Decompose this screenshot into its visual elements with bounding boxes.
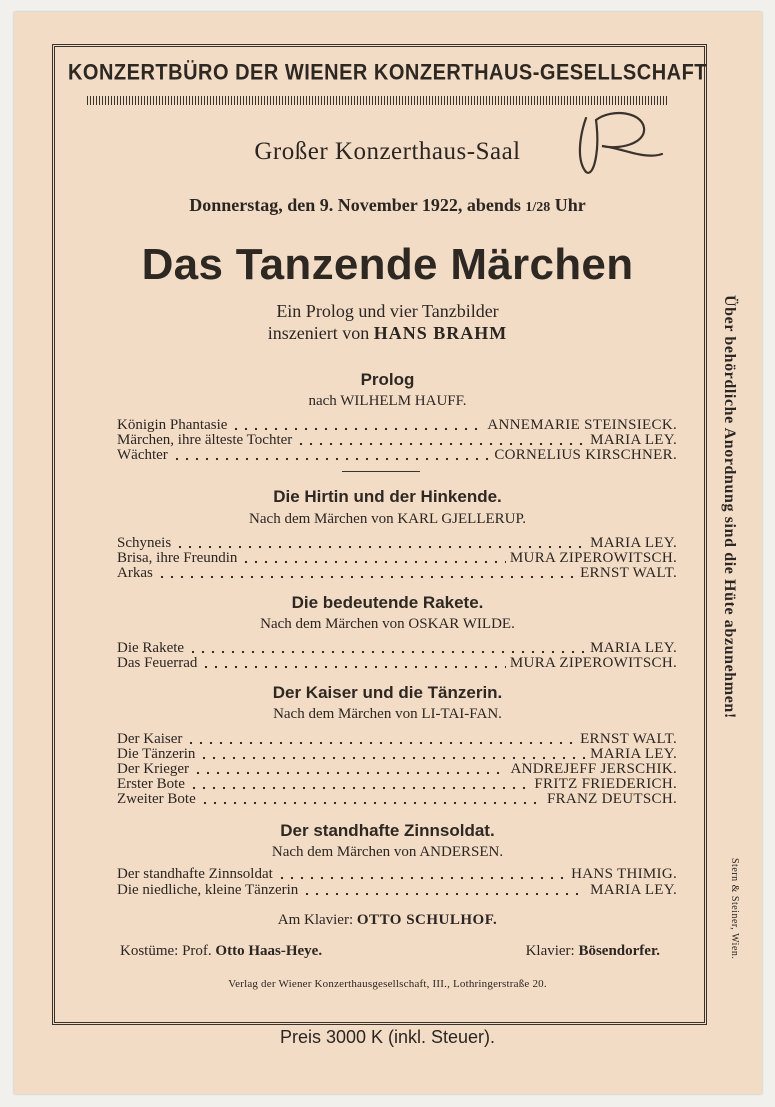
subtitle-line1: Ein Prolog und vier Tanzbilder: [276, 301, 499, 321]
cast-row: [117, 418, 677, 433]
cast-row: [117, 656, 677, 671]
leader-dots: [199, 753, 586, 761]
cast-row: [117, 732, 677, 747]
leader-dots: [201, 662, 506, 670]
leader-dots: [175, 542, 586, 550]
subtitle-line2: [0, 323, 775, 344]
section-title-zinnsoldat: Der standhafte Zinnsoldat.: [280, 821, 495, 840]
date-fraction: 1/28: [525, 200, 551, 215]
cast-role: Der Krieger: [117, 761, 190, 777]
cast-role: Erster Bote: [117, 776, 185, 792]
cast-actor: MARIA LEY.: [590, 535, 677, 551]
leader-dots: [157, 572, 576, 580]
cast-actor: FRANZ DEUTSCH.: [546, 791, 677, 807]
cast-role: Der Kaiser: [117, 731, 183, 747]
cast-actor: MARIA LEY.: [590, 882, 677, 898]
credits-line: [120, 943, 660, 960]
cast-row: [117, 792, 677, 807]
publisher-line: Verlag der Wiener Konzerthausgesellschaft, III., Lothringerstraße 20.: [228, 978, 547, 990]
organizer-header: KONZERTBÜRO DER WIENER KONZERTHAUS-GESELLSCHAFT: [67, 60, 708, 86]
event-date: [0, 195, 775, 216]
director-name: HANS BRAHM: [373, 323, 508, 343]
costumes-prefix: Kostüme: Prof.: [120, 943, 216, 959]
date-suffix: Uhr: [550, 195, 586, 215]
cast-role: Die Rakete: [117, 640, 185, 656]
printer-credit: Stern & Steiner, Wien.: [729, 858, 740, 960]
leader-dots: [200, 798, 543, 806]
leader-dots: [241, 557, 506, 565]
section-title-prolog: Prolog: [360, 370, 415, 389]
side-notice: Über behördliche Anordnung sind die Hüte abzunehmen!: [721, 295, 738, 719]
cast-actor: MARIA LEY.: [590, 746, 677, 762]
leader-dots: [189, 783, 530, 791]
cast-row: [117, 867, 677, 882]
cast-role: Das Feuerrad: [117, 655, 198, 671]
cast-actor: ANDREJEFF JERSCHIK.: [510, 761, 677, 777]
program-title: Das Tanzende Märchen: [141, 240, 634, 289]
cast-role: Arkas: [117, 565, 153, 581]
section-title-kaiser: Der Kaiser und die Tänzerin.: [272, 683, 503, 702]
cast-row: [117, 551, 677, 566]
venue-name: Großer Konzerthaus-Saal: [254, 138, 521, 165]
cast-row: [117, 777, 677, 792]
cast-row: [117, 641, 677, 656]
cast-actor: HANS THIMIG.: [571, 866, 677, 882]
leader-dots: [186, 738, 576, 746]
cast-actor: MURA ZIPEROWITSCH.: [509, 655, 677, 671]
leader-dots: [172, 454, 491, 462]
section-title-rakete: Die bedeutende Rakete.: [291, 593, 484, 612]
leader-dots: [188, 647, 586, 655]
cast-row: [117, 536, 677, 551]
leader-dots: [277, 873, 567, 881]
cast-actor: MARIA LEY.: [590, 432, 677, 448]
piano-credit: [0, 912, 775, 929]
cast-row: [117, 448, 677, 463]
section-source: Nach dem Märchen von LI-TAI-FAN.: [273, 706, 502, 722]
cast-row: [117, 747, 677, 762]
cast-row: [117, 433, 677, 448]
cast-actor: MURA ZIPEROWITSCH.: [509, 550, 677, 566]
cast-actor: ANNEMARIE STEINSIECK.: [487, 417, 677, 433]
cast-role: Schyneis: [117, 535, 172, 551]
cast-row: [117, 566, 677, 581]
cast-actor: CORNELIUS KIRSCHNER.: [494, 447, 677, 463]
section-divider: [342, 471, 420, 472]
cast-role: Märchen, ihre älteste Tochter: [117, 432, 293, 448]
cast-actor: ERNST WALT.: [580, 565, 677, 581]
instrument-credit: [526, 943, 660, 960]
instrument-name: Bösendorfer.: [578, 943, 660, 959]
section-source: Nach dem Märchen von OSKAR WILDE.: [260, 616, 515, 632]
cast-role: Königin Phantasie: [117, 417, 228, 433]
cast-row: [117, 883, 677, 898]
leader-dots: [193, 768, 506, 776]
cast-actor: FRITZ FRIEDERICH.: [534, 776, 677, 792]
cast-role: Der standhafte Zinnsoldat: [117, 866, 273, 882]
cast-role: Wächter: [117, 447, 168, 463]
piano-player: OTTO SCHULHOF.: [356, 912, 498, 928]
section-source: Nach dem Märchen von KARL GJELLERUP.: [249, 511, 526, 527]
leader-dots: [296, 439, 586, 447]
costumes-name: Otto Haas-Heye.: [215, 943, 323, 959]
cast-role: Brisa, ihre Freundin: [117, 550, 238, 566]
price-line: Preis 3000 K (inkl. Steuer).: [279, 1027, 496, 1047]
section-source: Nach dem Märchen von ANDERSEN.: [271, 844, 504, 860]
section-title-hirtin: Die Hirtin und der Hinkende.: [273, 487, 502, 506]
cast-row: [117, 762, 677, 777]
instrument-prefix: Klavier:: [525, 943, 579, 959]
cast-role: Zweiter Bote: [117, 791, 196, 807]
section-source: nach WILHELM HAUFF.: [308, 393, 467, 409]
date-text: Donnerstag, den 9. November 1922, abends: [189, 195, 526, 215]
cast-actor: MARIA LEY.: [590, 640, 677, 656]
director-prefix: inszeniert von: [267, 323, 374, 343]
cast-actor: ERNST WALT.: [580, 731, 677, 747]
handwritten-r-stamp: [572, 100, 667, 180]
cast-role: Die Tänzerin: [117, 746, 196, 762]
leader-dots: [231, 424, 483, 432]
piano-prefix: Am Klavier:: [277, 912, 357, 928]
leader-dots: [302, 889, 586, 897]
costumes-credit: [120, 943, 322, 960]
cast-role: Die niedliche, kleine Tänzerin: [117, 882, 299, 898]
